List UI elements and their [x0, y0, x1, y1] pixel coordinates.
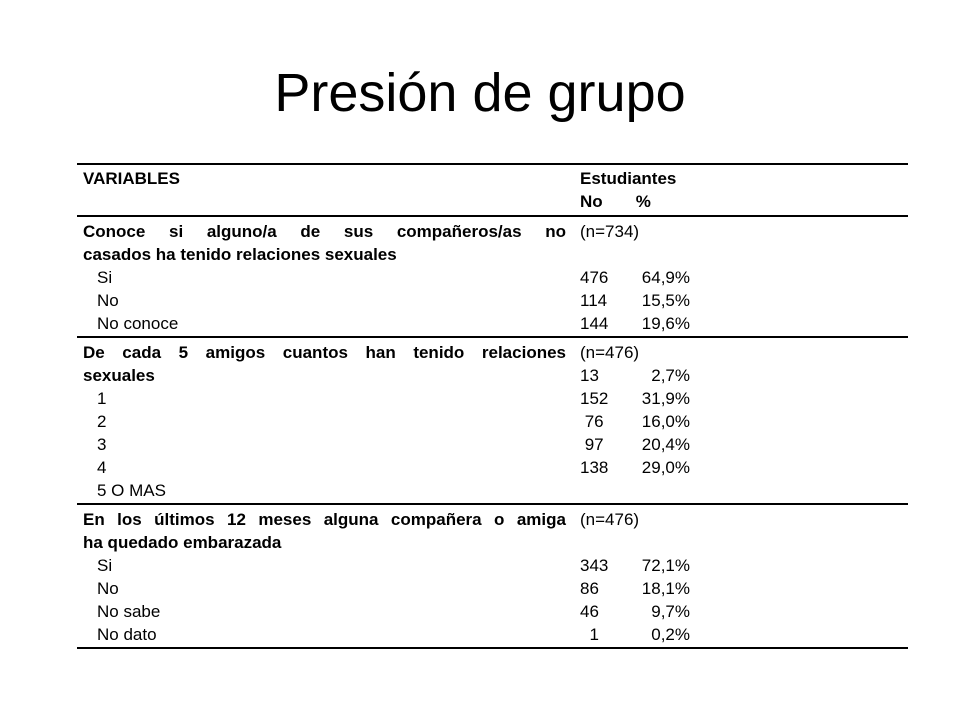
value-percent: 31,9%	[641, 389, 690, 408]
section-3-question-line-2: ha quedado embarazada	[83, 533, 282, 552]
section-1-item-label: No conoce	[97, 314, 179, 333]
value-percent: 19,6%	[641, 314, 690, 333]
value-count: 152	[580, 389, 609, 408]
value-count: 97	[580, 435, 604, 454]
section-3-spacer	[580, 531, 908, 554]
value-count: 46	[580, 602, 599, 621]
section-3-right-cell	[574, 508, 908, 646]
value-percent: 15,5%	[641, 291, 690, 310]
section-2-item-label: 1	[97, 389, 107, 408]
value-count: 86	[580, 579, 599, 598]
section-1-question	[83, 220, 566, 266]
section-2-value-row	[580, 410, 908, 433]
section-3-question-line-1: En los últimos 12 meses alguna compañera o amiga	[83, 510, 566, 529]
section-3-value-row	[580, 554, 908, 577]
section-friends-relations	[77, 336, 908, 503]
header-variables-cell	[77, 167, 574, 213]
value-count: 138	[580, 458, 609, 477]
value-count: 13	[580, 366, 599, 385]
value-percent: 18,1%	[641, 579, 690, 598]
section-1-question-line-1: Conoce si alguno/a de sus compañeros/as no	[83, 222, 566, 241]
value-percent: 0,2%	[651, 625, 690, 644]
slide-title: Presión de grupo	[274, 63, 686, 123]
section-3-left-cell	[77, 508, 574, 646]
section-2-value-row	[580, 364, 908, 387]
header-students-cell	[574, 167, 908, 213]
section-2-question	[83, 341, 566, 387]
section-3-value-row	[580, 600, 908, 623]
value-percent: 9,7%	[651, 602, 690, 621]
value-percent: 29,0%	[641, 458, 690, 477]
value-count: 476	[580, 268, 609, 287]
section-1-right-cell	[574, 220, 908, 335]
section-3-sample-size: (n=476)	[580, 510, 640, 529]
section-3-item-label: Si	[97, 556, 113, 575]
value-percent: 72,1%	[641, 556, 690, 575]
value-count: 144	[580, 314, 609, 333]
value-percent: 2,7%	[651, 366, 690, 385]
section-2-value-row	[580, 433, 908, 456]
table-header-row	[77, 165, 908, 215]
section-2-sample-size: (n=476)	[580, 343, 640, 362]
header-no-pct-label: No %	[580, 192, 651, 211]
section-1-item-label: No	[97, 291, 119, 310]
section-2-value-row	[580, 456, 908, 479]
header-variables-label: VARIABLES	[83, 169, 180, 188]
section-2-value-row	[580, 387, 908, 410]
section-companions-relations	[77, 215, 908, 336]
section-2-item-label: 4	[97, 458, 107, 477]
data-table	[77, 163, 908, 649]
section-1-left-cell	[77, 220, 574, 335]
section-1-sample-size: (n=734)	[580, 222, 640, 241]
value-percent: 16,0%	[641, 412, 690, 431]
section-1-question-line-2: casados ha tenido relaciones sexuales	[83, 245, 397, 264]
section-3-item-label: No sabe	[97, 602, 161, 621]
section-1-value-row	[580, 266, 908, 289]
value-percent: 64,9%	[641, 268, 690, 287]
section-2-item-label: 3	[97, 435, 107, 454]
section-2-left-cell	[77, 341, 574, 502]
section-3-item-label: No	[97, 579, 119, 598]
section-2-item-label: 2	[97, 412, 107, 431]
section-pregnancy	[77, 503, 908, 647]
value-count: 1	[580, 625, 599, 644]
section-3-value-row	[580, 577, 908, 600]
section-3-value-row	[580, 623, 908, 646]
section-1-value-row	[580, 312, 908, 335]
value-percent: 20,4%	[641, 435, 690, 454]
section-2-right-cell	[574, 341, 908, 502]
value-count: 343	[580, 556, 609, 575]
section-1-item-label: Si	[97, 268, 113, 287]
value-count: 114	[580, 291, 608, 310]
section-3-item-label: No dato	[97, 625, 157, 644]
section-2-item-label: 5 O MAS	[97, 481, 166, 500]
section-2-question-line-1: De cada 5 amigos cuantos han tenido relaciones	[83, 343, 566, 362]
section-3-question	[83, 508, 566, 554]
value-count: 76	[580, 412, 604, 431]
section-1-spacer	[580, 243, 908, 266]
section-1-value-row	[580, 289, 908, 312]
header-students-label: Estudiantes	[580, 169, 677, 188]
section-2-question-line-2: sexuales	[83, 366, 155, 385]
